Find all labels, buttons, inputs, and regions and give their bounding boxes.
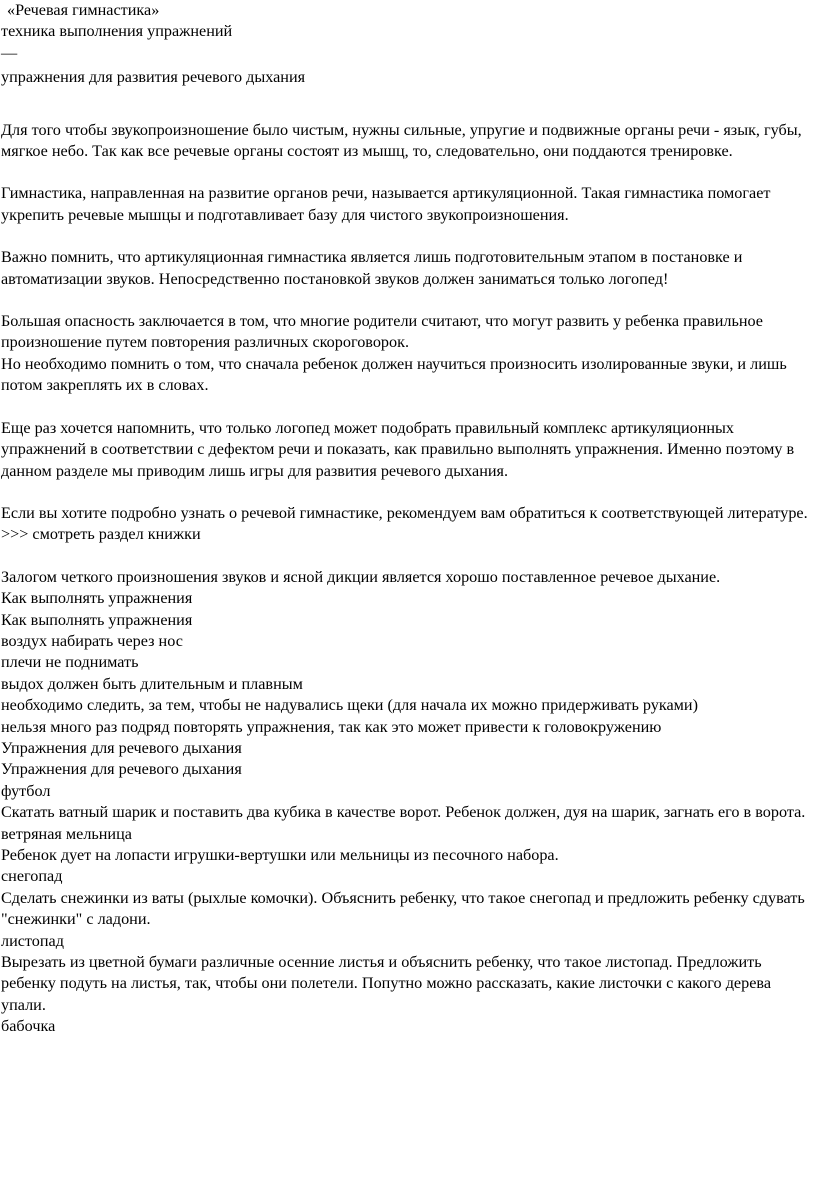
spacer — [1, 89, 810, 120]
paragraph: Залогом четкого произношения звуков и ясной дикции является хорошо поставленное речевое дыхание. — [1, 567, 721, 586]
exercise-name: ветряная мельница — [1, 824, 132, 843]
paragraph: Еще раз хочется напомнить, что только логопед может подобрать правильный комплекс артикуляционных упражнений в соответствии с дефектом речи и показать, как правильно выполнять упражнения. Именно поэтому в данном разделе мы приводим лишь игры для развития речевого дыхания. — [1, 418, 795, 480]
spacer — [1, 290, 810, 311]
spacer — [1, 226, 810, 247]
exercise-name: листопад — [1, 931, 64, 950]
spacer — [1, 482, 810, 503]
how-to-heading: Как выполнять упражнения — [1, 610, 193, 629]
exercise-text: Скатать ватный шарик и поставить два кубика в качестве ворот. Ребенок должен, дуя на шарик, загнать его в ворота. — [1, 803, 806, 822]
spacer — [1, 397, 810, 418]
exercise-name: футбол — [1, 781, 51, 800]
section-title: упражнения для развития речевого дыхания — [1, 68, 306, 87]
list-item: выдох должен быть длительным и плавным — [1, 674, 303, 693]
exercises-heading: Упражнения для речевого дыхания — [1, 760, 242, 779]
list-item: плечи не поднимать — [1, 653, 139, 672]
paragraph: Важно помнить, что артикуляционная гимнастика является лишь подготовительным этапом в постановке и автоматизации звуков. Непосредственно постановкой звуков должен заниматься только логопед! — [1, 248, 743, 288]
exercise-text: Вырезать из цветной бумаги различные осенние листья и объяснить ребенку, что такое листопад. Предложить ребенку подуть на листья, так, чтобы они полетели. Попутно можно рассказать, какие листочки с какого дерева упали. — [1, 953, 772, 1014]
spacer — [1, 162, 810, 183]
paragraph: Если вы хотите подробно узнать о речевой гимнастике, рекомендуем вам обратиться к соответствующей литературе. >>> смотреть раздел книжки — [1, 503, 808, 544]
exercise-name: бабочка — [1, 1017, 56, 1036]
spacer — [1, 546, 810, 567]
exercise-name: снегопад — [1, 867, 63, 886]
list-item: необходимо следить, за тем, чтобы не надувались щеки (для начала их можно придерживать руками) — [1, 696, 698, 715]
paragraph: Но необходимо помнить о том, что сначала ребенок должен научиться произносить изолированные звуки, и лишь потом закреплять их в словах. — [1, 354, 787, 395]
paragraph: Для того чтобы звукопроизношение было чистым, нужны сильные, упругие и подвижные органы речи - язык, губы, мягкое небо. Так как все речевые органы состоят из мышц, то, следовательно, они поддаются тренировке. — [1, 120, 802, 161]
exercise-text: Сделать снежинки из ваты (рыхлые комочки). Объяснить ребенку, что такое снегопад и предложить ребенку сдувать "снежинки" с ладони. — [1, 888, 805, 929]
document-title: «Речевая гимнастика» — [7, 1, 160, 19]
exercises-heading: Упражнения для речевого дыхания — [1, 738, 242, 757]
how-to-heading: Как выполнять упражнения — [1, 589, 193, 608]
list-item: воздух набирать через нос — [1, 631, 183, 650]
list-item: нельзя много раз подряд повторять упражнения, так как это может привести к головокружению — [1, 717, 662, 736]
paragraph: Гимнастика, направленная на развитие органов речи, называется артикуляционной. Такая гимнастика помогает укрепить речевые мышцы и подготавливает базу для чистого звукопроизношения. — [1, 184, 771, 224]
document-subtitle: техника выполнения упражнений — [1, 22, 233, 41]
paragraph: Большая опасность заключается в том, что многие родители считают, что могут развить у ребенка правильное произношение путем повторения различных скороговорок. — [1, 312, 763, 352]
exercise-text: Ребенок дует на лопасти игрушки-вертушки или мельницы из песочного набора. — [1, 846, 559, 864]
dash-separator: — — [1, 43, 18, 62]
